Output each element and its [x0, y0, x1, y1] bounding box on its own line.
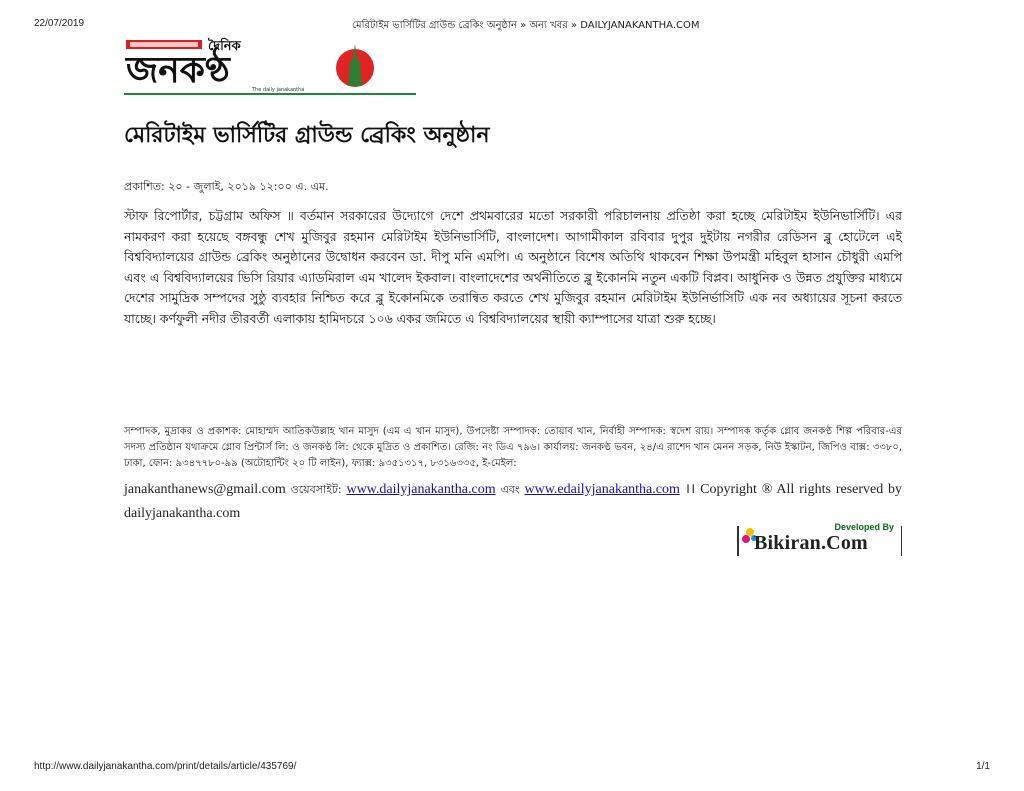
footer-and: এবং [500, 483, 520, 496]
logo-tagline: The daily janakantha [252, 87, 305, 93]
badge-left-bar [737, 526, 739, 556]
article-title: মেরিটাইম ভার্সিটির গ্রাউন্ড ব্রেকিং অনুষ্ঠান [124, 123, 490, 148]
badge-dot-icon [742, 535, 750, 543]
edition-link[interactable]: www.edailyjanakantha.com [524, 482, 680, 497]
masthead-rule [124, 93, 416, 95]
footer-email: janakanthanews@gmail.com [124, 482, 286, 497]
website-link[interactable]: www.dailyjanakantha.com [346, 482, 496, 497]
published-date: প্রকাশিত: ২০ - জুলাই, ২০১৯ ১২:০০ এ. এম. [124, 180, 329, 193]
print-footer-url: http://www.dailyjanakantha.com/print/details/article/435769/ [34, 761, 297, 772]
print-page-title: মেরিটাইম ভার্সিটির গ্রাউন্ড ব্রেকিং অনুষ্ঠান » অন্য খবর » DAILYJANAKANTHA.COM [352, 20, 700, 31]
badge-name: Bikiran.Com [754, 532, 868, 554]
print-date: 22/07/2019 [34, 18, 85, 29]
footer-imprint: সম্পাদক, মুদ্রাকর ও প্রকাশক: মোহাম্মদ আতিকউল্লাহ খান মাসুদ (এম এ খান মাসুদ), উপদেষ্টা সম্পাদক: তোয়াব খান, নির্বাহী সম্পাদক: স্বদেশ রায়। সম্পাদক কর্তৃক গ্লোব জনকণ্ঠ শিল্প পরিবার-এর সদস্য প্রতিষ্ঠান যথাক্রমে গ্লোব প্রিন্টার্স লি: ও জনকণ্ঠ লি: থেকে মুদ্রিত ও প্রকাশিত। রেজি: নং ডিএ ৭৯৬। কার্যালয়: জনকণ্ঠ ভবন, ২৪/এ রাশেদ খান মেনন সড়ক, নিউ ইস্কাটন, জিপিও বাক্স: ৩৩৮০, ঢাকা, ফোন: ৯৩৪৭৭৮০-৯৯ (অটোহান্টিং ২০ টি লাইন), ফ্যাক্স: ৯৩৫১৩১৭, ৮৩১৬৩৩৫, ই-মেইল: [124, 426, 902, 470]
footer-contact [124, 478, 902, 526]
footer-website-label: ওয়েবসাইট: [290, 483, 342, 496]
logo-small-text: দৈনিক [208, 39, 241, 54]
developer-badge[interactable] [734, 520, 904, 558]
badge-right-bar [901, 526, 903, 556]
footer-copyright: ।। Copyright ® All rights reserved by dailyjanakantha.com [124, 482, 903, 521]
print-page-number: 1/1 [976, 761, 990, 772]
badge-developed-by: Developed By [834, 522, 894, 532]
logo-main-text: জনকণ্ঠ [126, 50, 230, 91]
article-body: স্টাফ রিপোর্টার, চট্টগ্রাম অফিস ॥ বর্তমান সরকারের উদ্যোগে দেশে প্রথমবারের মতো সরকারী পরিচালনায় প্রতিষ্ঠা করা হচ্ছে মেরিটাইম ইউনিভার্সিটি। এর নামকরণ করা হয়েছে বঙ্গবন্ধু শেখ মুজিবুর রহমান মেরিটাইম ইউনিভার্সিটি, বাংলাদেশ। আগামীকাল রবিবার দুপুর দুইটায় নগরীর রেডিসন ব্লু হোটেলে এই বিশ্ববিদ্যালয়ের গ্রাউন্ড ব্রেকিং অনুষ্ঠানের উদ্বোধন করবেন ডা. দীপু মনি এমপি। এ অনুষ্ঠানে বিশেষ অতিথি থাকবেন শিক্ষা উপমন্ত্রী মহিবুল হাসান চৌধুরী এমপি এবং এ বিশ্ববিদ্যালয়ের ভিসি রিয়ার এ্যাডমিরাল এম খালেদ ইকবাল। বাংলাদেশের অর্থনীতিতে ব্লু ইকোনমি নতুন একটি বিপ্লব। আধুনিক ও উন্নত প্রযুক্তির মাধ্যমে দেশের সামুদ্রিক সম্পদের সুষ্ঠু ব্যবহার নিশ্চিত করে ব্লু ইকোনমিকে তরান্বিত করতে শেখ মুজিবুর রহমান মেরিটাইম ইউনির্ভাসিটি এক নব অধ্যায়ের সূচনা করতে যাচ্ছে। কর্ণফুলী নদীর তীরবর্তী এলাকায় হামিদচরে ১০৬ একর জমিতে এ বিশ্ববিদ্যালয়ের স্থায়ী ক্যাম্পাসের যাত্রা শুরু হচ্ছে। [124, 208, 903, 326]
newspaper-logo[interactable] [122, 36, 417, 94]
